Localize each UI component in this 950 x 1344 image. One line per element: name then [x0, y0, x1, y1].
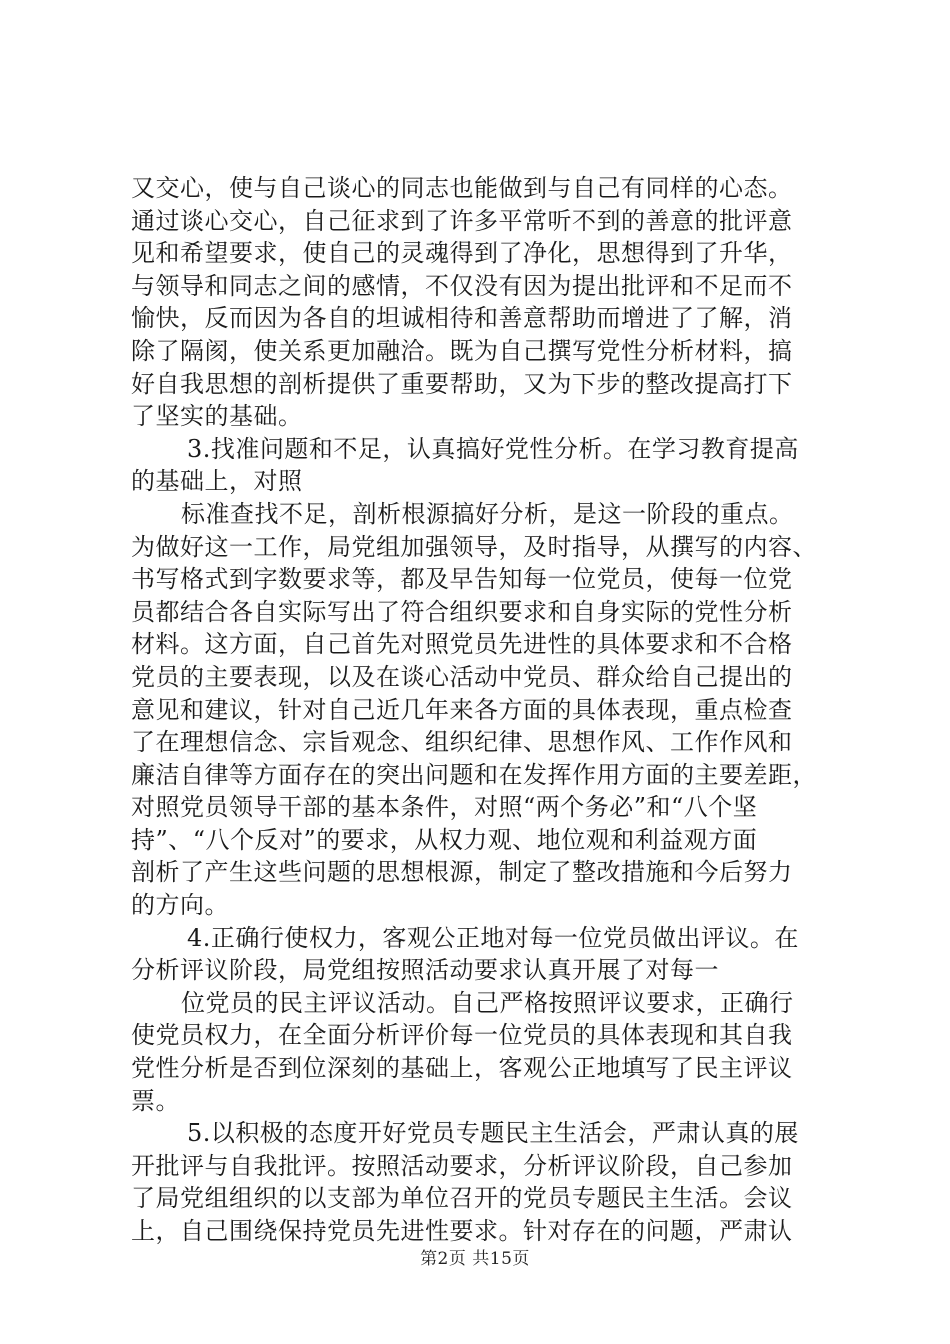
- text-line: 与领导和同志之间的感情，不仅没有因为提出批评和不足而不: [131, 271, 793, 300]
- page-number-label: 第2页 共15页: [420, 1249, 530, 1269]
- numbered-item-heading: 5.以积极的态度开好党员专题民主生活会，严肃认真的展: [187, 1119, 799, 1148]
- text-line: 的方向。: [131, 891, 229, 920]
- text-line: 位党员的民主评议活动。自己严格按照评议要求，正确行: [181, 988, 794, 1017]
- numbered-item-heading: 4.正确行使权力，客观公正地对每一位党员做出评议。在: [187, 923, 799, 952]
- text-line: 好自我思想的剖析提供了重要帮助，又为下步的整改提高打下: [131, 369, 793, 398]
- text-line: 又交心，使与自己谈心的同志也能做到与自己有同样的心态。: [131, 174, 793, 202]
- text-line: 标准查找不足，剖析根源搞好分析，是这一阶段的重点。: [181, 499, 794, 528]
- text-line: 对照党员领导干部的基本条件，对照“两个务必”和“八个坚: [131, 793, 758, 822]
- numbered-item-heading: 3.找准问题和不足，认真搞好党性分析。在学习教育提高: [187, 434, 799, 463]
- text-line: 为做好这一工作，局党组加强领导，及时指导，从撰写的内容、: [131, 532, 817, 561]
- text-line: 廉洁自律等方面存在的突出问题和在发挥作用方面的主要差距，: [131, 760, 817, 789]
- text-line: 愉快，反而因为各自的坦诚相待和善意帮助而增进了了解，消: [131, 304, 793, 333]
- text-line: 了局党组组织的以支部为单位召开的党员专题民主生活。会议: [131, 1184, 793, 1213]
- text-line: 持”、“八个反对”的要求，从权力观、地位观和利益观方面: [131, 825, 758, 854]
- text-line: 意见和建议，针对自己近几年来各方面的具体表现，重点检查: [131, 695, 793, 724]
- text-line: 党员的主要表现，以及在谈心活动中党员、群众给自己提出的: [131, 662, 793, 691]
- text-line: 上，自己围绕保持党员先进性要求。针对存在的问题，严肃认: [131, 1217, 793, 1245]
- text-line: 剖析了产生这些问题的思想根源，制定了整改措施和今后努力: [131, 858, 793, 887]
- text-line: 使党员权力，在全面分析评价每一位党员的具体表现和其自我: [131, 1021, 793, 1050]
- page-footer: [0, 1244, 950, 1269]
- text-line: 通过谈心交心，自己征求到了许多平常听不到的善意的批评意: [131, 206, 793, 235]
- text-line: 了坚实的基础。: [131, 402, 303, 431]
- text-line: 开批评与自我批评。按照活动要求，分析评议阶段，自己参加: [131, 1151, 793, 1180]
- text-line: 见和希望要求，使自己的灵魂得到了净化，思想得到了升华，: [131, 239, 793, 268]
- text-line: 了在理想信念、宗旨观念、组织纪律、思想作风、工作作风和: [131, 728, 793, 757]
- text-line: 党性分析是否到位深刻的基础上，客观公正地填写了民主评议: [131, 1054, 793, 1083]
- text-line: 分析评议阶段，局党组按照活动要求认真开展了对每一: [131, 956, 719, 985]
- text-line: 材料。这方面，自己首先对照党员先进性的具体要求和不合格: [131, 630, 793, 659]
- text-line: 书写格式到字数要求等，都及早告知每一位党员，使每一位党: [131, 565, 793, 594]
- text-line: 员都结合各自实际写出了符合组织要求和自身实际的党性分析: [131, 597, 793, 626]
- text-line: 票。: [131, 1086, 180, 1115]
- body-text: [131, 172, 837, 1248]
- text-line: 除了隔阂，使关系更加融洽。既为自己撰写党性分析材料，搞: [131, 336, 793, 365]
- text-line: 的基础上，对照: [131, 467, 303, 496]
